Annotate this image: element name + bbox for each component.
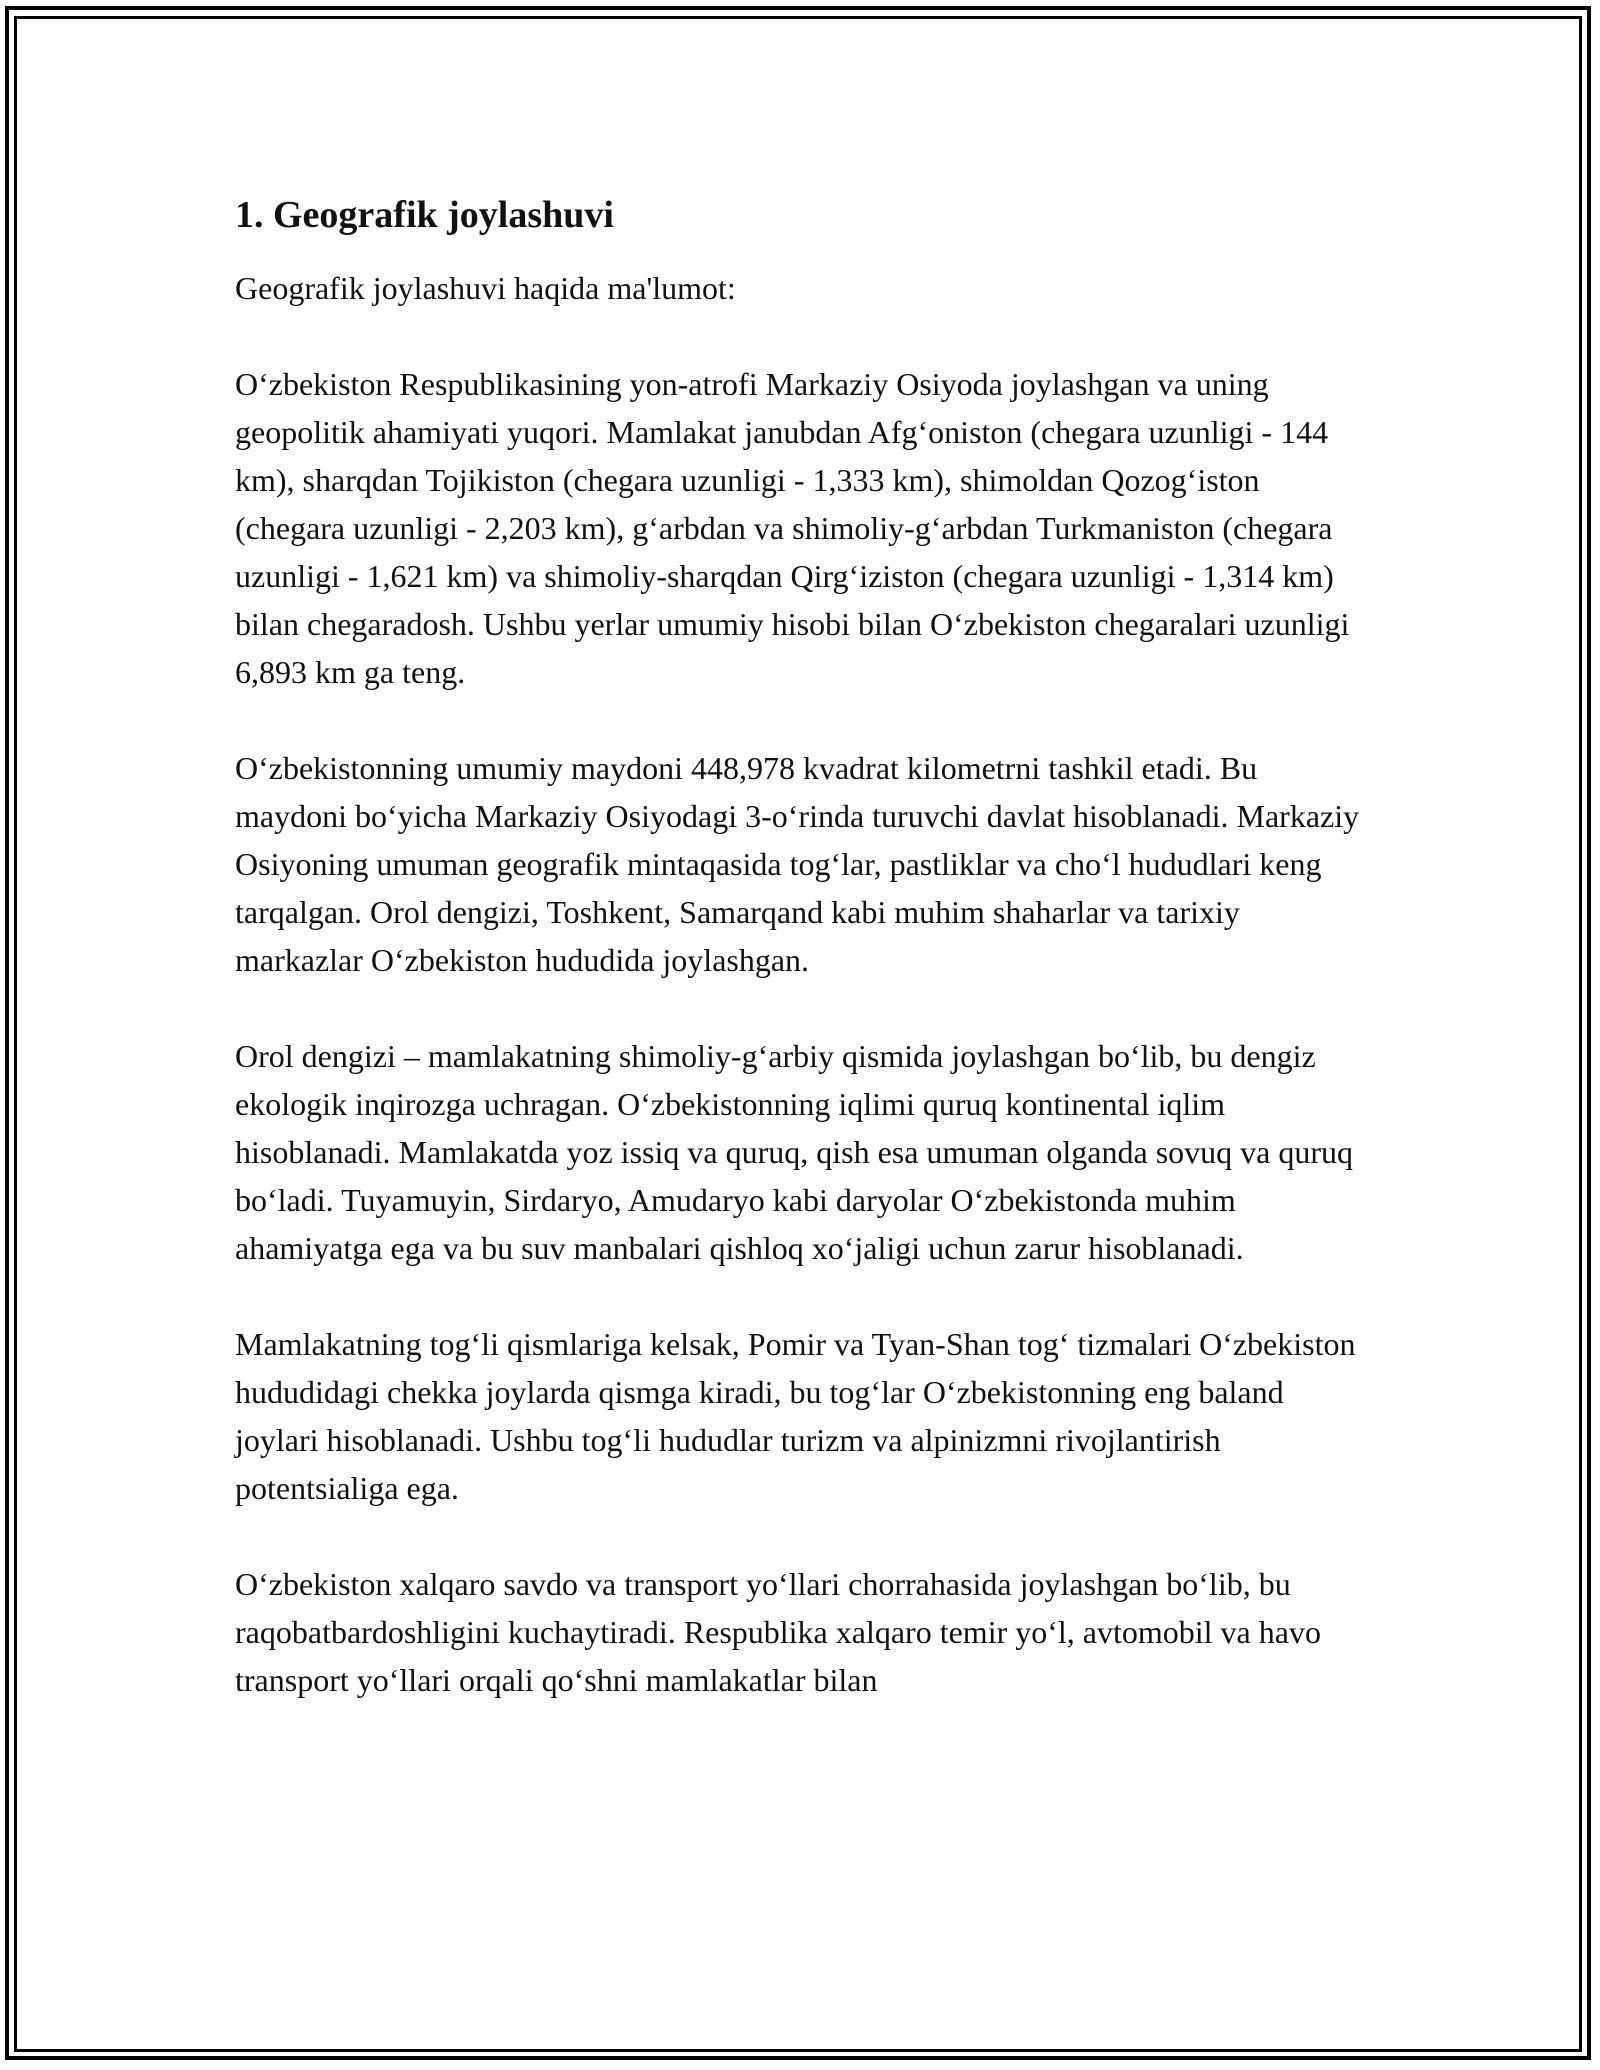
paragraph-area: O‘zbekistonning umumiy maydoni 448,978 kvadrat kilometrni tashkil etadi. Bu maydoni bo‘yicha Markaziy Osiyodagi 3-o‘rinda turuvchi davlat hisoblanadi. Markaziy Osiyoning umuman geografik mintaqasida tog‘lar, pastliklar va cho‘l hududlari keng tarqalgan. Orol dengizi, Toshkent, Samarqand kabi muhim shaharlar va tarixiy markazlar O‘zbekiston hududida joylashgan. [235, 750, 1360, 978]
section-heading: 1. Geografik joylashuvi [235, 194, 614, 236]
paragraph-borders: O‘zbekiston Respublikasining yon-atrofi Markaziy Osiyoda joylashgan va uning geopolitik ahamiyati yuqori. Mamlakat janubdan Afg‘oniston (chegara uzunligi - 144 km), sharqdan Tojikiston (chegara uzunligi - 1,333 km), shimoldan Qozog‘iston (chegara uzunligi - 2,203 km), g‘arbdan va shimoliy-g‘arbdan Turkmaniston (chegara uzunligi - 1,621 km) va shimoliy-sharqdan Qirg‘iziston (chegara uzunligi - 1,314 km) bilan chegaradosh. Ushbu yerlar umumiy hisobi bilan O‘zbekiston chegaralari uzunligi 6,893 km ga teng. [235, 366, 1350, 690]
paragraph-aral-climate: Orol dengizi – mamlakatning shimoliy-g‘arbiy qismida joylashgan bo‘lib, bu dengiz ekologik inqirozga uchragan. O‘zbekistonning iqlimi quruq kontinental iqlim hisoblanadi. Mamlakatda yoz issiq va quruq, qish esa umuman olganda sovuq va quruq bo‘ladi. Tuyamuyin, Sirdaryo, Amudaryo kabi daryolar O‘zbekistonda muhim ahamiyatga ega va bu suv manbalari qishloq xo‘jaligi uchun zarur hisoblanadi. [235, 1038, 1354, 1266]
paragraph-transport: O‘zbekiston xalqaro savdo va transport yo‘llari chorrahasida joylashgan bo‘lib, bu raqobatbardoshligini kuchaytiradi. Respublika xalqaro temir yo‘l, avtomobil va havo transport yo‘llari orqali qo‘shni mamlakatlar bilan [235, 1566, 1321, 1698]
intro-line: Geografik joylashuvi haqida ma'lumot: [235, 270, 736, 306]
paragraph-mountains: Mamlakatning tog‘li qismlariga kelsak, Pomir va Tyan-Shan tog‘ tizmalari O‘zbekiston hududidagi chekka joylarda qismga kiradi, bu tog‘lar O‘zbekistonning eng baland joylari hisoblanadi. Ushbu tog‘li hududlar turizm va alpinizmni rivojlantirish potentsialiga ega. [235, 1326, 1356, 1506]
document-body [235, 186, 1375, 1752]
